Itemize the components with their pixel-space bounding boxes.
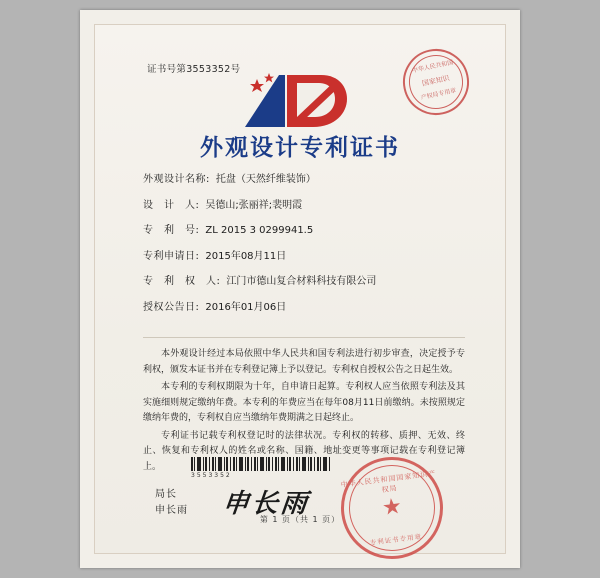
field-value: ZL 2015 3 0299941.5 [205, 225, 314, 236]
field-label: 授权公告日: [143, 301, 200, 313]
field-row [143, 224, 465, 238]
barcode-number: 3553352 [191, 472, 232, 479]
field-list [143, 173, 465, 326]
paragraph: 本专利的专利权期限为十年，自申请日起算。专利权人应当依照专利法及其实施细则规定缴纳年费。本专利的年费应当在每年08月11日前缴纳。未按照规定缴纳年费的，专利权自应当缴纳年费期满之日起终止。 [143, 382, 465, 423]
bottom-seal-bottom-text: 专利证书专用章 [369, 532, 423, 547]
field-row [143, 199, 465, 213]
signature-name: 申长雨 [155, 505, 188, 516]
paragraph: 本外观设计经过本局依照中华人民共和国专利法进行初步审查，决定授予专利权，颁发本证书并在专利登记簿上予以登记。专利权自授权公告之日起生效。 [143, 349, 465, 375]
patent-office-logo-icon [235, 69, 365, 131]
handwritten-signature: 申长雨 [221, 489, 312, 519]
field-value: 吴德山;张丽祥;裴明霞 [205, 199, 303, 211]
page-footer: 第 1 页（共 1 页） [259, 515, 341, 524]
barcode-icon [191, 457, 331, 471]
field-value: 托盘（天然纤维装饰） [215, 174, 316, 185]
top-right-seal-icon [397, 43, 475, 121]
top-seal-line3: 产权局专用章 [420, 87, 457, 102]
paragraph: 专利证书记载专利权登记时的法律状况。专利权的转移、质押、无效、终止、恢复和专利权人的姓名或名称、国籍、地址变更等事项记载在专利登记簿上。 [143, 430, 465, 472]
field-label: 专 利 权 人: [143, 276, 221, 287]
certificate-border [94, 24, 506, 554]
field-label: 专利申请日: [143, 250, 200, 262]
certificate-sheet [80, 10, 520, 568]
page-title: 外观设计专利证书 [200, 135, 400, 161]
field-row [143, 275, 465, 289]
field-label: 设 计 人: [143, 199, 200, 211]
signature-title: 局长 [155, 489, 177, 500]
field-label: 专 利 号: [143, 225, 200, 236]
top-seal-line1: 中华人民共和国 [411, 59, 455, 75]
certificate-serial-number: 证书号第3553352号 [147, 64, 241, 75]
field-row [143, 301, 465, 315]
star-icon: ★ [380, 493, 404, 522]
field-value: 2016年01月06日 [205, 301, 287, 313]
field-row [143, 250, 465, 264]
field-value: 江门市德山复合材料科技有限公司 [226, 276, 377, 287]
field-row [143, 173, 465, 187]
section-divider [143, 337, 465, 338]
top-seal-line2: 国家知识 [421, 74, 451, 88]
field-label: 外观设计名称: [143, 174, 210, 185]
bottom-seal-top-text: 中华人民共和国国家知识产权局 [340, 469, 437, 495]
field-value: 2015年08月11日 [205, 250, 287, 262]
